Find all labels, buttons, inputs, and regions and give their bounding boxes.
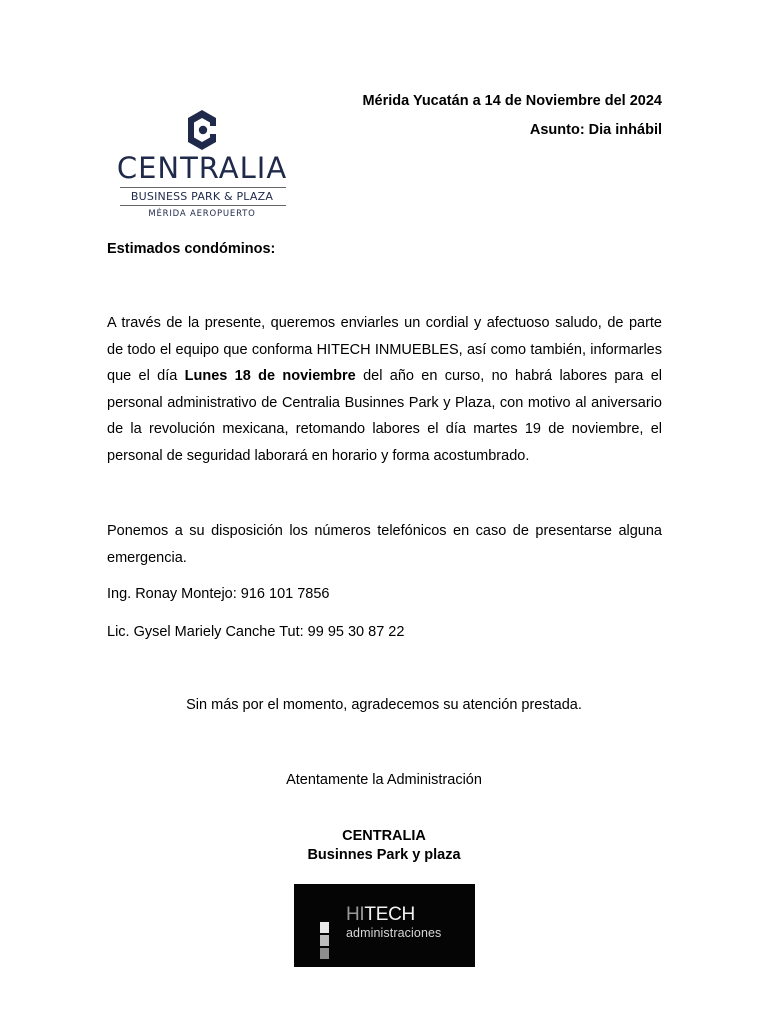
hitech-wordmark-tech: TECH (364, 904, 415, 925)
signature-subtitle: Businnes Park y plaza (307, 847, 461, 863)
hitech-subtitle: administraciones (346, 926, 442, 940)
contact-line: Lic. Gysel Mariely Canche Tut: 99 95 30 87 22 (107, 624, 405, 640)
hitech-blocks-icon (320, 922, 330, 961)
para1-date-highlight: Lunes 18 de noviembre (184, 368, 356, 385)
hitech-wordmark (346, 904, 415, 926)
body-paragraph-2: Ponemos a su disposición los números telefónicos en caso de presentarse alguna emergencia. (107, 523, 662, 566)
centralia-logo (114, 108, 290, 224)
date-line: Mérida Yucatán a 14 de Noviembre del 2024 (362, 93, 662, 109)
subject-line: Asunto: Dia inhábil (529, 122, 662, 138)
signature-name: CENTRALIA (342, 828, 426, 844)
logo-subtitle: BUSINESS PARK & PLAZA (130, 190, 274, 203)
centralia-emblem-icon (114, 108, 290, 154)
hitech-logo (294, 884, 475, 967)
para1-text-end: del año en curso, no habrá labores para el personal administrativo de Centralia Businnes Park y Plaza, con motivo al aniversario de la revolución mexicana, retomando labores el día martes 19 de noviembre, el personal de seguridad laborará en horario y forma acostumbrado. (107, 368, 662, 464)
logo-location: MÉRIDA AEROPUERTO (148, 209, 256, 219)
logo-wordmark: CENTRALIA (116, 151, 288, 185)
logo-divider (120, 187, 286, 188)
logo-divider (120, 205, 286, 206)
greeting: Estimados condóminos: (107, 241, 276, 257)
para1-text-start: A través de la presente, queremos enviarles un cordial y afectuoso saludo, de parte de todo el equipo que conforma HITECH INMUEBLES, así como también, informarles que el día (107, 315, 662, 385)
body-paragraph-1 (107, 310, 662, 470)
contact-line: Ing. Ronay Montejo: 916 101 7856 (107, 586, 330, 602)
closing-line: Sin más por el momento, agradecemos su atención prestada. (186, 697, 582, 713)
hitech-wordmark-hi: HI (346, 904, 365, 925)
regards-line: Atentamente la Administración (286, 772, 482, 788)
